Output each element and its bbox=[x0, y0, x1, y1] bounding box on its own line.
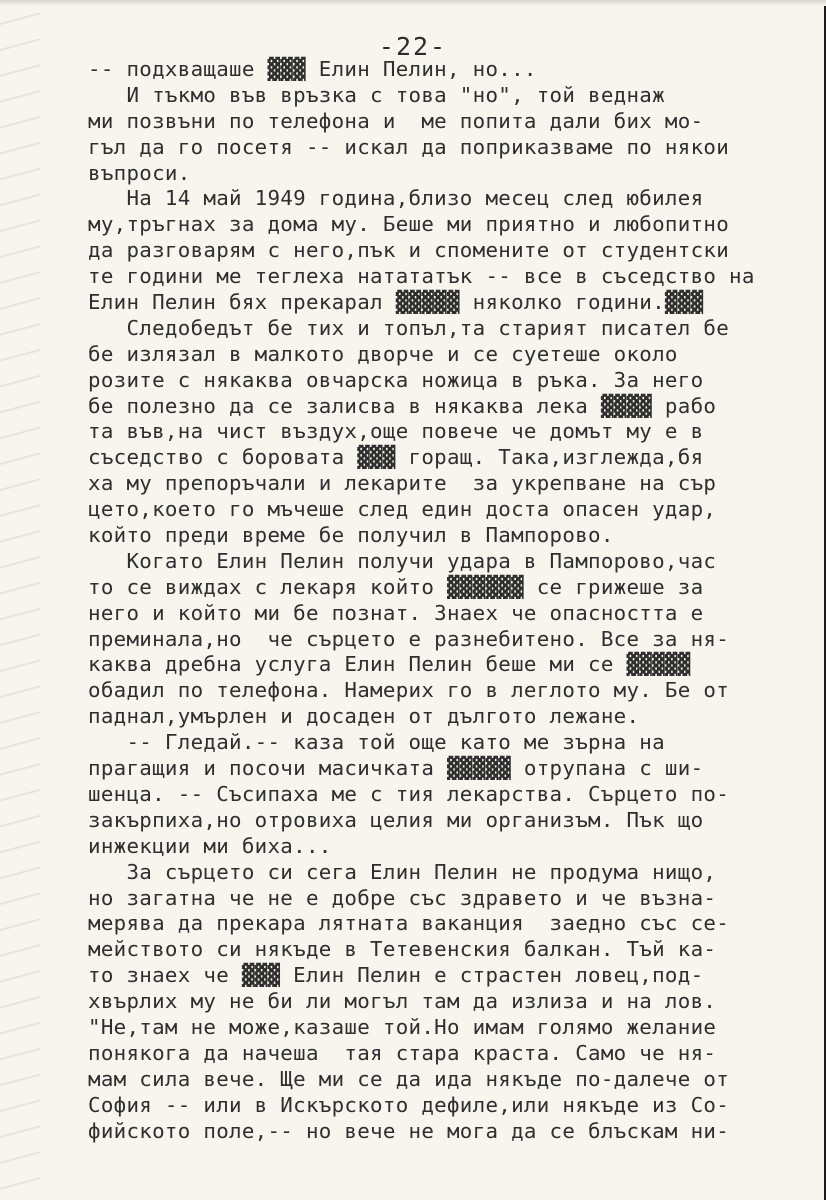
text-line: инжекции ми биха... bbox=[88, 833, 332, 858]
text-line: -- подхващаше ▓▓▓ Елин Пелин, но... bbox=[88, 57, 537, 81]
paper-crease-marks bbox=[0, 0, 40, 1200]
text-line: ми позвъни по телефона и ме попита дали бих мо- bbox=[88, 108, 704, 133]
text-line: бе излязал в малкото дворче и се суетеше около bbox=[88, 341, 678, 366]
text-line: Следобедът бе тих и топъл,та старият писател бе bbox=[88, 315, 730, 340]
text-line: но загатна че не е добре със здравето и че възна- bbox=[88, 885, 717, 910]
text-line: хвърлих му не би ли могъл там да излиза и на лов. bbox=[88, 989, 717, 1014]
text-line: ха му препоръчали и лекарите за укрепване на сър bbox=[88, 471, 717, 496]
text-line: И тъкмо във връзка с това "но", той веднаж bbox=[88, 82, 665, 107]
text-line: него и който ми бе познат. Знаех че опасността е bbox=[88, 600, 704, 625]
text-line: въпроси. bbox=[88, 160, 191, 185]
text-line: преминала,но че сърцето е разнебитено. Все за ня- bbox=[88, 626, 730, 651]
text-line: Когато Елин Пелин получи удара в Пампорово,час bbox=[88, 548, 717, 573]
text-line: За сърцето си сега Елин Пелин не продума нищо, bbox=[88, 859, 717, 884]
text-line: съседство с боровата ▓▓▓ горащ. Така,изглежда,бя bbox=[88, 445, 704, 470]
text-line: гъл да го посетя -- искал да поприказваме по някои bbox=[88, 134, 730, 159]
text-line: който преди време бе получил в Пампорово. bbox=[88, 523, 614, 548]
page-top-edge bbox=[0, 0, 826, 6]
page-number: -22- bbox=[378, 32, 448, 61]
text-line: -- Гледай.-- каза той още като ме зърна на bbox=[88, 730, 665, 755]
text-line: та във,на чист въздух,още повече че домът му е в bbox=[88, 419, 704, 444]
text-line: понякога да начеша тая стара краста. Само че ня- bbox=[88, 1040, 717, 1065]
text-line: бе полезно да се залисва в някаква лека ▓▓▓▓ рабо bbox=[88, 393, 717, 418]
text-line: те години ме теглеха натататък -- все в съседство на bbox=[88, 264, 755, 289]
text-line: фийското поле,-- но вече не мога да се блъскам ни- bbox=[88, 1118, 730, 1143]
text-line: му,тръгнах за дома му. Беше ми приятно и любопитно bbox=[88, 212, 730, 237]
text-line: мам сила вече. Ще ми се да ида някъде по-далече от bbox=[88, 1066, 730, 1091]
text-line: цето,което го мъчеше след един доста опасен удар, bbox=[88, 497, 717, 522]
text-line: "Не,там не може,казаше той.Но имам голямо желание bbox=[88, 1014, 717, 1039]
typewritten-text-body bbox=[88, 57, 808, 1144]
text-line: каква дребна услуга Елин Пелин беше ми се ▓▓▓▓▓ bbox=[88, 652, 691, 677]
text-line: паднал,умърлен и досаден от дългото лежане. bbox=[88, 704, 640, 729]
text-line: закърпиха,но отровиха целия ми организъм. Пък що bbox=[88, 807, 704, 832]
text-line: мерява да прекара лятната ваканция заедно със се- bbox=[88, 911, 730, 936]
text-line: На 14 май 1949 година,близо месец след юбилея bbox=[88, 186, 704, 211]
text-line: шенца. -- Съсипаха ме с тия лекарства. Сърцето по- bbox=[88, 781, 730, 806]
text-line: прагащия и посочи масичката ▓▓▓▓▓ отрупана с ши- bbox=[88, 756, 704, 781]
text-line: обадил по телефона. Намерих го в леглото му. Бе от bbox=[88, 678, 730, 703]
text-line: то се виждах с лекаря който ▓▓▓▓▓▓ се грижеше за bbox=[88, 574, 704, 599]
text-line: мейството си някъде в Тетевенския балкан. Тъй ка- bbox=[88, 937, 717, 962]
text-line: то знаех че ▓▓▓ Елин Пелин е страстен ловец,под- bbox=[88, 963, 704, 988]
text-line: Елин Пелин бях прекарал ▓▓▓▓▓ няколко години.▓▓▓ bbox=[88, 290, 704, 315]
text-line: София -- или в Искърското дефиле,или някъде из Со- bbox=[88, 1092, 730, 1117]
text-line: розите с някаква овчарска ножица в ръка. За него bbox=[88, 367, 704, 392]
text-line: да разговарям с него,пък и спомените от студентски bbox=[88, 238, 730, 263]
